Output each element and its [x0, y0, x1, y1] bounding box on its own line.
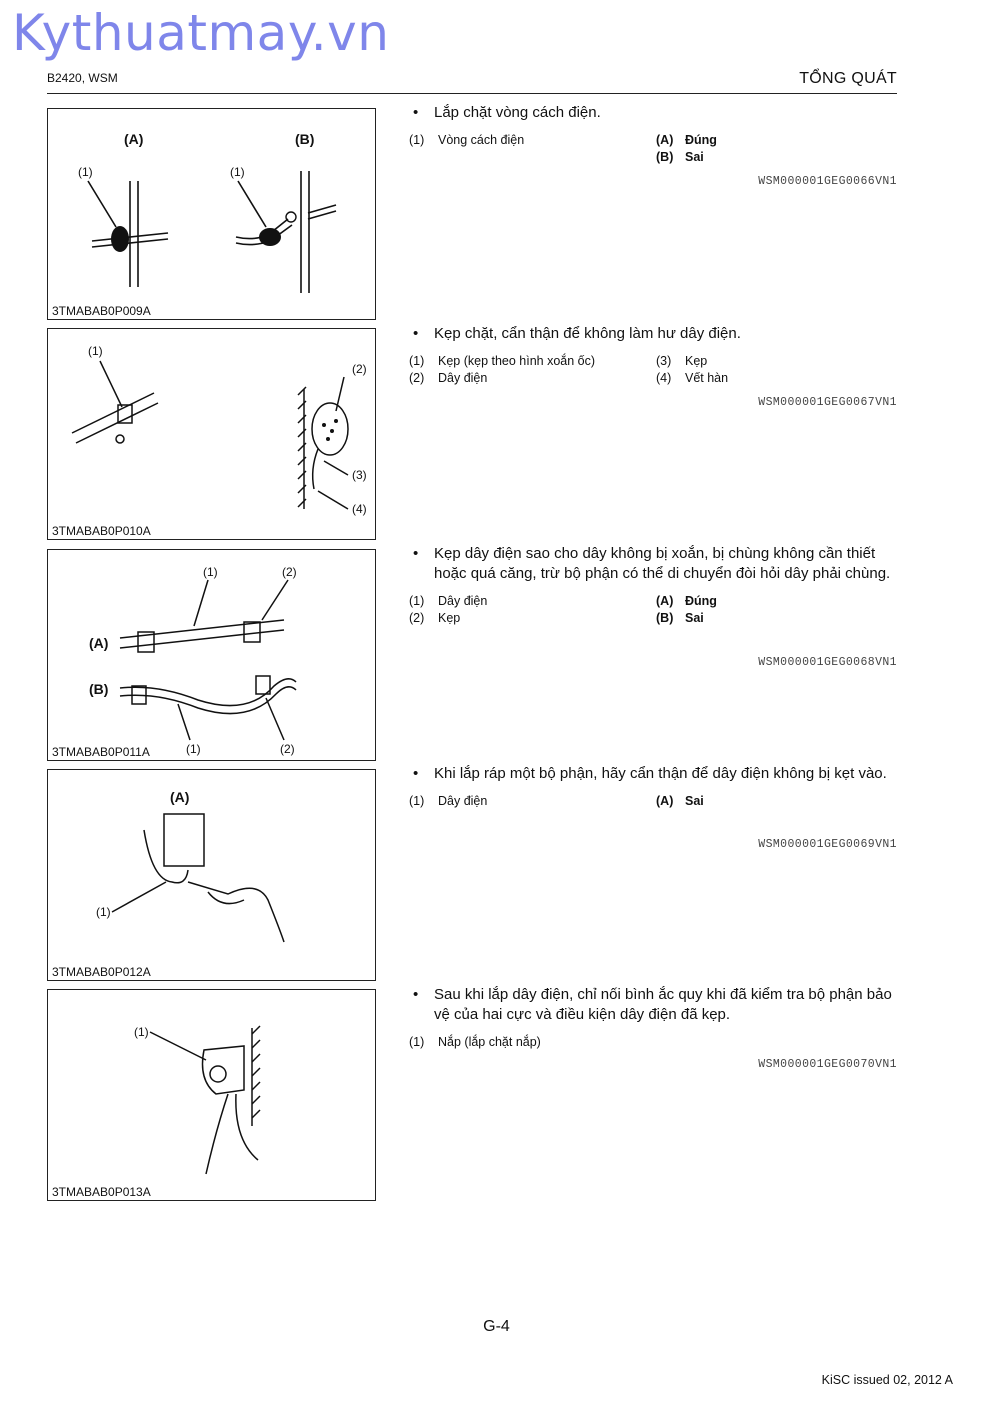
figure-battery-cover	[47, 989, 376, 1201]
figure-code: 3TMABAB0P011A	[52, 745, 150, 759]
section-clamp-tension	[407, 544, 897, 669]
page-number: G-4	[483, 1318, 510, 1335]
section-grommet	[407, 103, 897, 188]
watermark-logo: Kythuatmay.vn	[12, 4, 390, 62]
instruction-text: Kẹp chặt, cẩn thận để không làm hư dây điện.	[434, 325, 741, 342]
instruction-text: Sau khi lắp dây điện, chỉ nối bình ắc quy khi đã kiểm tra bộ phận bảo vệ của hai cực và điều kiện dây điện đã kẹp.	[434, 986, 892, 1023]
legend-item: (1) Kẹp (kẹp theo hình xoắn ốc)	[409, 354, 596, 368]
fig-label: (2)	[282, 565, 297, 579]
instruction-text: Lắp chặt vòng cách điện.	[434, 104, 601, 121]
reference-code: WSM000001GEG0069VN1	[758, 838, 897, 851]
fig-label: (B)	[89, 681, 109, 697]
reference-code: WSM000001GEG0068VN1	[758, 656, 897, 669]
instruction-text: Khi lắp ráp một bộ phận, hãy cẩn thận để dây điện không bị kẹt vào.	[434, 765, 887, 782]
legend-item: (2) Kẹp	[409, 611, 461, 625]
fig-label: (4)	[352, 502, 367, 516]
figure-code: 3TMABAB0P013A	[52, 1185, 151, 1199]
legend	[407, 131, 897, 171]
battery-cover-illustration	[48, 990, 375, 1200]
figure-pinched-wire	[47, 769, 376, 981]
fig-label: (A)	[170, 789, 190, 805]
reference-code: WSM000001GEG0070VN1	[758, 1058, 897, 1071]
figure-code: 3TMABAB0P012A	[52, 965, 151, 979]
legend-item: (1) Vòng cách điện	[409, 133, 525, 147]
legend-item: (3) Kẹp	[656, 354, 708, 368]
figure-code: 3TMABAB0P009A	[52, 304, 151, 318]
legend-item: (A) Đúng	[656, 133, 717, 147]
legend	[407, 592, 897, 632]
fig-label: (1)	[134, 1025, 149, 1039]
legend-item: (1) Nắp (lắp chặt nắp)	[409, 1035, 541, 1049]
fig-label: (1)	[186, 742, 201, 756]
legend	[407, 352, 897, 392]
clamp-illustration	[48, 329, 375, 539]
fig-label: (B)	[295, 131, 315, 147]
fig-label: (1)	[88, 344, 103, 358]
fig-label: (A)	[89, 635, 109, 651]
header-model: B2420, WSM	[47, 71, 118, 85]
bullet-dot: •	[413, 765, 419, 782]
legend-item: (B) Sai	[656, 611, 704, 625]
section-battery-cover	[407, 985, 897, 1073]
fig-label: (1)	[78, 165, 93, 179]
bullet-dot: •	[413, 545, 419, 562]
header-divider	[47, 93, 897, 94]
legend-item: (A) Sai	[656, 794, 704, 808]
header-chapter-title: TỔNG QUÁT	[799, 70, 897, 87]
reference-code: WSM000001GEG0066VN1	[758, 175, 897, 188]
legend-item: (A) Đúng	[656, 594, 717, 608]
fig-label: (2)	[280, 742, 295, 756]
legend-item: (1) Dây điện	[409, 794, 488, 808]
instruction-text: Kẹp dây điện sao cho dây không bị xoắn, bị chùng không cần thiết hoặc quá căng, trừ bộ phận có thể di chuyển đòi hỏi dây phải chùng.	[434, 545, 891, 582]
section-pinched-wire	[407, 764, 897, 851]
bullet-dot: •	[413, 986, 419, 1003]
fig-label: (3)	[352, 468, 367, 482]
figure-grommet	[47, 108, 376, 320]
legend-item: (4) Vết hàn	[656, 371, 729, 385]
figure-code: 3TMABAB0P010A	[52, 524, 151, 538]
bullet-dot: •	[413, 104, 419, 121]
bullet-dot: •	[413, 325, 419, 342]
legend-item: (B) Sai	[656, 150, 704, 164]
fig-label: (1)	[203, 565, 218, 579]
issue-note: KiSC issued 02, 2012 A	[821, 1373, 953, 1387]
figure-clamp-spiral	[47, 328, 376, 540]
figure-clamp-tension	[47, 549, 376, 761]
fig-label: (1)	[96, 905, 111, 919]
section-clamp-spiral	[407, 324, 897, 409]
grommet-illustration	[48, 109, 375, 319]
fig-label: (1)	[230, 165, 245, 179]
fig-label: (2)	[352, 362, 367, 376]
legend-item: (1) Dây điện	[409, 594, 488, 608]
tension-illustration	[48, 550, 375, 760]
legend	[407, 792, 897, 832]
legend-item: (2) Dây điện	[409, 371, 488, 385]
reference-code: WSM000001GEG0067VN1	[758, 396, 897, 409]
fig-label: (A)	[124, 131, 144, 147]
pinched-wire-illustration	[48, 770, 375, 980]
